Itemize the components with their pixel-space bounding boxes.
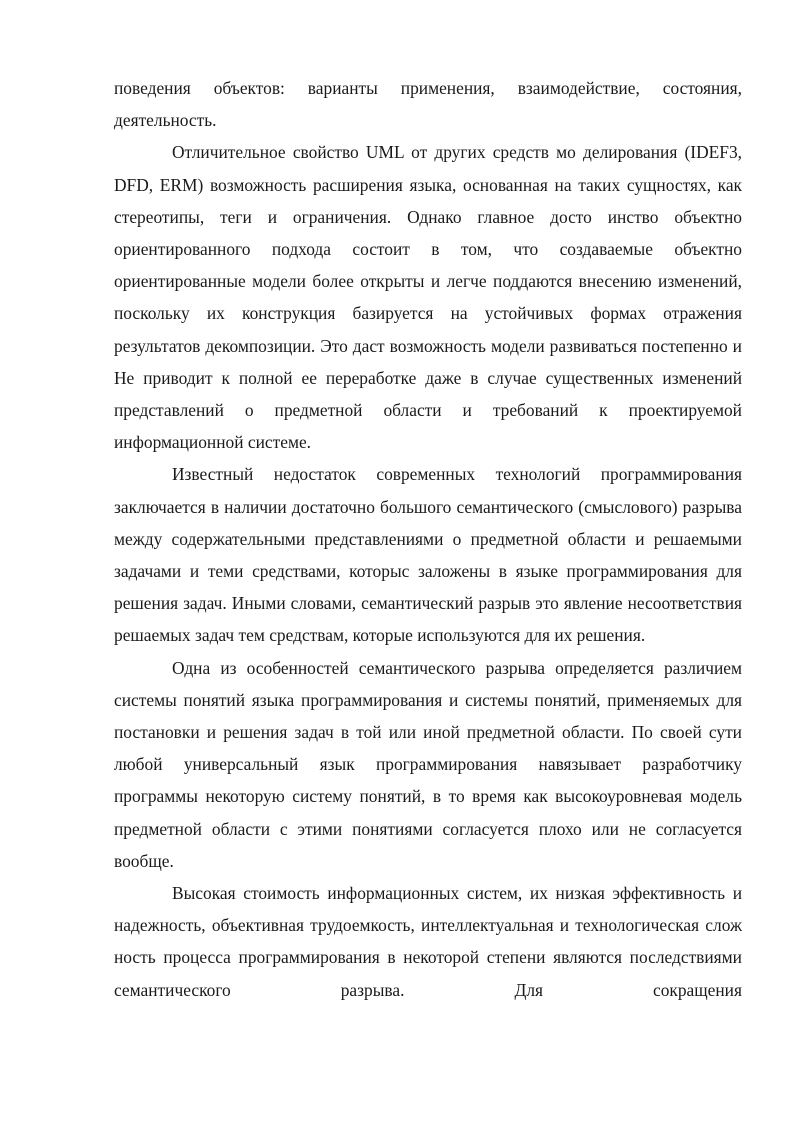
- paragraph-concept-systems: Одна из особенностей семантического разрыва определяется различием системы понятий языка программирования и системы понятий, применяемых для постановки и решения задач в той или иной предметной области. По своей сути любой универсальный язык программирования навязывает разработчику программы некоторую систему понятий, в то время как высокоуровневая модель предметной области с этими понятиями согласуется плохо или не согласуется вообще.: [114, 657, 742, 871]
- paragraph-consequences: Высокая стоимость информационных систем, их низкая эффективность и надежность, объективная трудоемкость, интеллектуальная и технологическая слож ность процесса программирования в некоторой степени являются последствиями семантического разрыва. Для сокращения: [114, 883, 742, 1000]
- document-body: [114, 72, 742, 1006]
- paragraph-uml-extensibility: Отличительное свойство UML от других средств мо делирования (IDEF3, DFD, ERM) возможность расширения языка, основанная на таких сущностях, как стереотипы, теги и ограничения. Однако главное досто инство объектно ориентированного подхода состоит в том, что создаваемые объектно ориентированные модели более открыты и легче поддаются внесению изменений, поскольку их конструкция базируется на устойчивых формах отражения результатов декомпозиции. Это даст возможность модели развиваться постепенно и Не приводит к полной ее переработке даже в случае существенных изменений представлений о предметной области и требований к проектируемой информационной системе.: [114, 142, 742, 453]
- paragraph-semantic-gap: Известный недостаток современных технологий программирования заключается в наличии достаточно большого семантического (смыслового) разрыва между содержательными представлениями о предметной области и решаемыми задачами и теми средствами, которыс заложены в языке программирования для решения задач. Иными словами, семантический разрыв это явление несоответствия решаемых задач тем средствам, которые используются для их решения.: [114, 464, 742, 646]
- paragraph-continuation: поведения объектов: варианты применения, взаимодействие, состояния, деятельность.: [114, 78, 742, 131]
